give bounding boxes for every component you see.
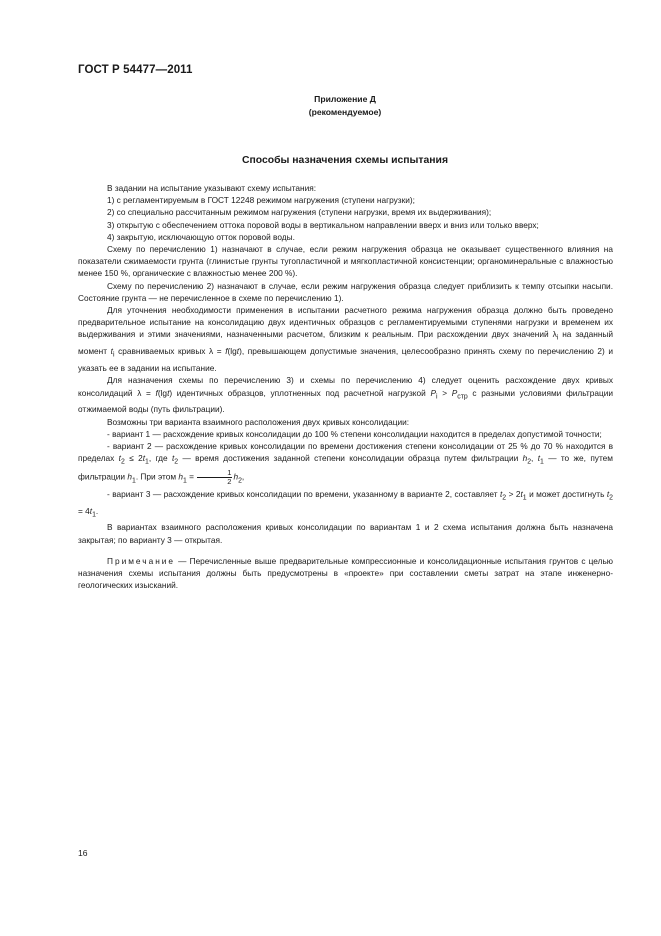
paragraph: Возможны три варианта взаимного расположения двух кривых консолидации:	[107, 416, 410, 427]
text: на заданный момент	[78, 329, 613, 357]
subscript: 2	[174, 458, 179, 466]
text: ) идентичных образцов, уплотненных под расчетной нагрузкой	[169, 387, 431, 398]
text: - вариант 2 — расхождение кривых консолидации по времени достижения степени консолидации от 25 % до 70 % находится в пределах	[78, 441, 613, 464]
subscript: 1	[145, 458, 149, 466]
symbol-t: t	[118, 453, 121, 464]
symbol-P: P	[430, 387, 436, 398]
text: — время достижения заданной степени консолидации образца путем фильтрации	[178, 453, 523, 464]
subscript: 2	[609, 494, 613, 502]
fraction-numerator: 1	[197, 469, 232, 478]
page-number: 16	[78, 848, 88, 858]
paragraph-scheme-3-4	[78, 374, 613, 415]
paragraph: В задании на испытание указывают схему испытания:	[107, 183, 317, 193]
symbol-h: h	[233, 471, 239, 482]
text: ), превышающем допустимые значения, целесообразно принять схему по перечислению 2) и указать ее в задании на испытание.	[78, 346, 614, 374]
annex-title: Приложение Д	[314, 94, 376, 104]
symbol-P: P	[451, 387, 458, 398]
symbol-f: f	[225, 346, 228, 357]
paragraph-lambda-check	[78, 304, 613, 374]
text: . При этом	[135, 471, 179, 482]
symbol-t: t	[499, 488, 503, 499]
symbol-h: h	[522, 453, 528, 464]
text: — то же, путем фильтрации	[78, 453, 613, 482]
symbol-t: t	[167, 387, 170, 398]
symbol-h: h	[178, 471, 183, 482]
text: .	[95, 505, 99, 516]
document-header: ГОСТ Р 54477—2011	[78, 64, 193, 76]
text: =	[186, 471, 197, 482]
subscript: 1	[522, 494, 527, 502]
list-item: 4) закрытую, исключающую отток поровой воды.	[107, 231, 295, 242]
note	[78, 555, 613, 592]
symbol-t: t	[236, 346, 240, 357]
text: , где	[148, 453, 172, 464]
annex-status: (рекомендуемое)	[308, 107, 382, 117]
symbol-t: t	[171, 453, 175, 464]
symbol-t: t	[520, 488, 523, 499]
subscript: 2	[527, 458, 532, 466]
symbol-t: t	[142, 453, 145, 464]
subscript: стр	[457, 393, 468, 401]
note-text: — Перечисленные выше предварительные компрессионные и консолидационные испытания грунтов с целью назначения схемы испытания должны быть предусмотрены в «проекте» при составлении сметы затрат на этапе инженерно-геологических изысканий.	[78, 555, 613, 591]
symbol-t: t	[537, 453, 541, 464]
text: - вариант 3 — расхождение кривых консолидации по времени, указанному в варианте 2, составляет	[107, 488, 500, 499]
symbol-t: t	[110, 346, 113, 357]
paragraph: Схему по перечислению 1) назначают в случае, если режим нагружения образца не оказывает существенного влияния на показатели сжимаемости грунта (глинистые грунты тугопластичной и мягкопластичной консистенции; органоминеральные с влажностью менее 150 %, органические с влажностью менее 200 %).	[78, 244, 613, 279]
list-item: 2) со специально рассчитанным режимом нагружения (ступени нагрузки, время их выдерживания);	[107, 207, 492, 218]
text: ≤ 2	[124, 453, 143, 464]
text: и может достигнуть	[526, 488, 607, 499]
subscript: i	[436, 393, 438, 401]
list-item: 1) с регламентируемым в ГОСТ 12248 режимом нагружения (ступени нагрузки);	[107, 195, 415, 206]
subscript: i	[556, 335, 559, 343]
subscript: 2	[502, 494, 507, 502]
text: = 4	[78, 505, 90, 516]
fraction-denominator: 2	[227, 477, 232, 487]
note-label: Примечание	[107, 555, 176, 566]
subscript: i	[112, 351, 115, 359]
document-body	[78, 182, 613, 591]
list-item: 3) открытую с обеспечением оттока поровой воды в вертикальном направлении вверх и вниз или только вверх;	[107, 219, 539, 230]
symbol-t: t	[89, 505, 93, 516]
variant-1: - вариант 1 — расхождение кривых консолидации до 100 % степени консолидации находится в пределах допустимой точности;	[107, 428, 602, 439]
text: ,	[531, 453, 538, 464]
text: Для назначения схемы по перечислению 3) и схемы по перечислению 4) следует оценить расхождение двух кривых консолидаций λ =	[78, 375, 613, 398]
text: (lg	[157, 387, 168, 398]
subscript: 2	[238, 477, 242, 485]
text: сравниваемых кривых λ =	[114, 346, 226, 357]
section-title: Способы назначения схемы испытания	[241, 155, 449, 166]
symbol-h: h	[127, 471, 132, 482]
subscript: 1	[182, 477, 187, 485]
annex-heading	[280, 93, 410, 119]
text: с разными условиями фильтрации отжимаемой воды (путь фильтрации).	[78, 387, 613, 415]
text: Для уточнения необходимости применения в испытании расчетного режима нагружения образца должно быть проведено предварительное испытание на консолидацию двух идентичных образцов с регламентируемыми ступенями нагрузки и временем их выдерживания и этими значениями, назначенными расчетом, близким к реальным. При расхождении двух значений λ	[78, 305, 613, 340]
variant-3	[78, 488, 613, 522]
subscript: 2	[120, 458, 125, 466]
subscript: 1	[131, 477, 136, 485]
subscript: 1	[540, 458, 544, 466]
paragraph-conclusion: В вариантах взаимного расположения кривых консолидации по вариантам 1 и 2 схема испытания должна быть назначена закрытая; по варианту 3 — открытая.	[78, 522, 613, 545]
subscript: 1	[92, 511, 96, 519]
text: >	[437, 387, 452, 398]
symbol-f: f	[155, 387, 158, 398]
text: > 2	[506, 488, 521, 499]
text: (lg	[227, 346, 237, 357]
variant-2	[78, 440, 613, 488]
text: ,	[241, 471, 245, 482]
symbol-t: t	[606, 488, 610, 499]
fraction-one-half	[197, 469, 232, 486]
paragraph: Схему по перечислению 2) назначают в случае, если режим нагружения образца следует приблизить к темпу отсыпки насыпи. Состояние грунта — не перечисленное в схеме по перечислению 1).	[78, 280, 613, 303]
